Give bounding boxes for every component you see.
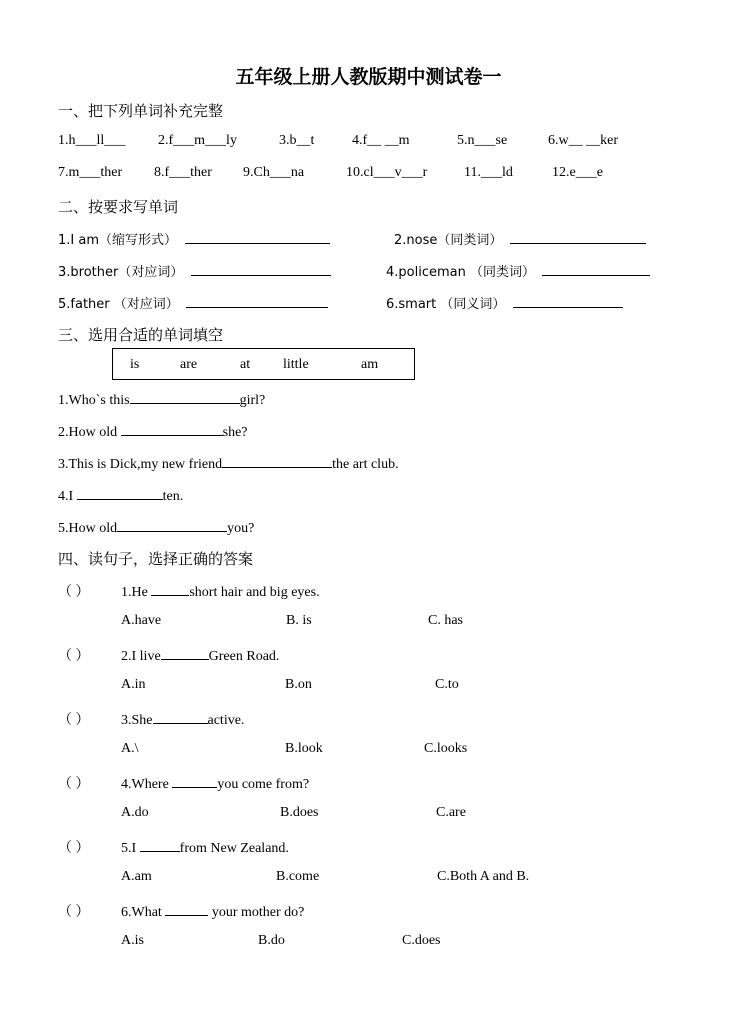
option-a[interactable]: A.is — [121, 933, 144, 948]
question-text — [121, 901, 304, 921]
word-bank-box — [112, 348, 415, 380]
answer-blank — [165, 901, 208, 916]
option-b[interactable]: B. is — [286, 613, 312, 628]
answer-blank — [153, 709, 208, 724]
option-a[interactable]: A.am — [121, 869, 152, 884]
option-b[interactable]: B.come — [276, 869, 320, 884]
write-item — [394, 229, 646, 249]
fill-item — [58, 517, 254, 537]
word-bank-item: am — [361, 357, 379, 372]
write-item-label: 3.brother（对应词） — [58, 265, 184, 280]
word-item: 2.f___m___ly — [158, 133, 237, 148]
option-b[interactable]: B.does — [280, 805, 319, 820]
question-text — [121, 709, 244, 729]
section-4-heading: 四、读句子，选择正确的答案 — [58, 550, 254, 568]
question-part: 4.Where — [121, 777, 173, 792]
fill-item-text: she? — [222, 425, 248, 440]
write-item — [386, 261, 650, 281]
option-b[interactable]: B.do — [258, 933, 285, 948]
option-c[interactable]: C.Both A and B. — [437, 869, 530, 884]
word-item: 4.f__ __m — [352, 133, 410, 148]
fill-item-text: the art club. — [332, 457, 399, 472]
section-2-heading: 二、按要求写单词 — [58, 198, 179, 216]
word-bank-item: is — [130, 357, 140, 372]
option-c[interactable]: C.are — [436, 805, 466, 820]
answer-bracket[interactable]: （ ） — [58, 777, 90, 792]
answer-blank[interactable] — [77, 485, 163, 500]
answer-blank — [151, 581, 189, 596]
word-bank-item: are — [180, 357, 198, 372]
answer-blank[interactable] — [117, 517, 227, 532]
answer-bracket[interactable]: （ ） — [58, 585, 90, 600]
fill-item — [58, 453, 399, 473]
word-item: 1.h___ll___ — [58, 133, 126, 148]
word-item: 11.___ld — [464, 165, 513, 180]
word-item: 8.f___ther — [154, 165, 212, 180]
answer-blank[interactable] — [186, 293, 328, 308]
fill-item — [58, 421, 248, 441]
option-a[interactable]: A.\ — [121, 741, 139, 756]
question-part: short hair and big eyes. — [189, 585, 320, 600]
question-part: from New Zealand. — [179, 841, 289, 856]
question-part: 6.What — [121, 905, 166, 920]
answer-bracket[interactable]: （ ） — [58, 905, 90, 920]
option-a[interactable]: A.have — [121, 613, 162, 628]
write-item — [58, 229, 330, 249]
answer-blank[interactable] — [191, 261, 331, 276]
question-part: you come from? — [217, 777, 310, 792]
question-text — [121, 837, 289, 857]
fill-item-text: 3.This is Dick,my new friend — [58, 457, 223, 472]
fill-item-text: ten. — [162, 489, 184, 504]
option-c[interactable]: C. has — [428, 613, 463, 628]
write-item — [58, 293, 328, 313]
word-item: 7.m___ther — [58, 165, 123, 180]
answer-blank[interactable] — [222, 453, 332, 468]
word-item: 10.cl___v___r — [346, 165, 428, 180]
question-part: 1.He — [121, 585, 152, 600]
answer-blank[interactable] — [513, 293, 623, 308]
question-part: Green Road. — [208, 649, 280, 664]
write-item-label: 5.father （对应词） — [58, 297, 179, 312]
write-item — [386, 293, 623, 313]
answer-bracket[interactable]: （ ） — [58, 841, 90, 856]
option-a[interactable]: A.do — [121, 805, 149, 820]
word-item: 12.e___e — [552, 165, 603, 180]
fill-item-text: 5.How old — [58, 521, 118, 536]
word-item: 3.b__t — [279, 133, 315, 148]
fill-item-text: girl? — [239, 393, 266, 408]
answer-blank — [140, 837, 180, 852]
fill-item-text: 2.How old — [58, 425, 121, 440]
option-c[interactable]: C.looks — [424, 741, 468, 756]
option-c[interactable]: C.does — [402, 933, 441, 948]
question-text — [121, 773, 309, 793]
write-item — [58, 261, 331, 281]
section-3-heading: 三、选用合适的单词填空 — [58, 326, 224, 344]
answer-blank[interactable] — [185, 229, 330, 244]
fill-item-text: 1.Who`s this — [58, 393, 130, 408]
section-1-heading: 一、把下列单词补充完整 — [58, 102, 224, 120]
answer-bracket[interactable]: （ ） — [58, 713, 90, 728]
answer-bracket[interactable]: （ ） — [58, 649, 90, 664]
question-part: 3.She — [121, 713, 153, 728]
question-part: your mother do? — [208, 905, 305, 920]
option-c[interactable]: C.to — [435, 677, 459, 692]
answer-blank — [172, 773, 217, 788]
question-text — [121, 645, 279, 665]
word-bank-item: little — [283, 357, 309, 372]
question-part: 5.I — [121, 841, 140, 856]
word-item: 6.w__ __ker — [548, 133, 618, 148]
word-item: 9.Ch___na — [243, 165, 305, 180]
question-part: 2.I live — [121, 649, 161, 664]
answer-blank[interactable] — [510, 229, 646, 244]
option-a[interactable]: A.in — [121, 677, 146, 692]
option-b[interactable]: B.look — [285, 741, 323, 756]
write-item-label: 1.I am（缩写形式） — [58, 233, 177, 248]
fill-item-text: 4.I — [58, 489, 77, 504]
answer-blank — [161, 645, 209, 660]
answer-blank[interactable] — [121, 421, 223, 436]
answer-blank[interactable] — [130, 389, 240, 404]
fill-item-text: you? — [227, 521, 255, 536]
page-title: 五年级上册人教版期中测试卷一 — [235, 66, 502, 88]
write-item-label: 4.policeman （同类词） — [386, 265, 535, 280]
write-item-label: 2.nose（同类词） — [394, 233, 503, 248]
fill-item — [58, 485, 183, 505]
fill-item — [58, 389, 265, 409]
word-bank-item: at — [240, 357, 251, 372]
write-item-label: 6.smart （同义词） — [386, 297, 506, 312]
word-item: 5.n___se — [457, 133, 508, 148]
option-b[interactable]: B.on — [285, 677, 312, 692]
question-part: active. — [207, 713, 245, 728]
question-text — [121, 581, 320, 601]
answer-blank[interactable] — [542, 261, 650, 276]
